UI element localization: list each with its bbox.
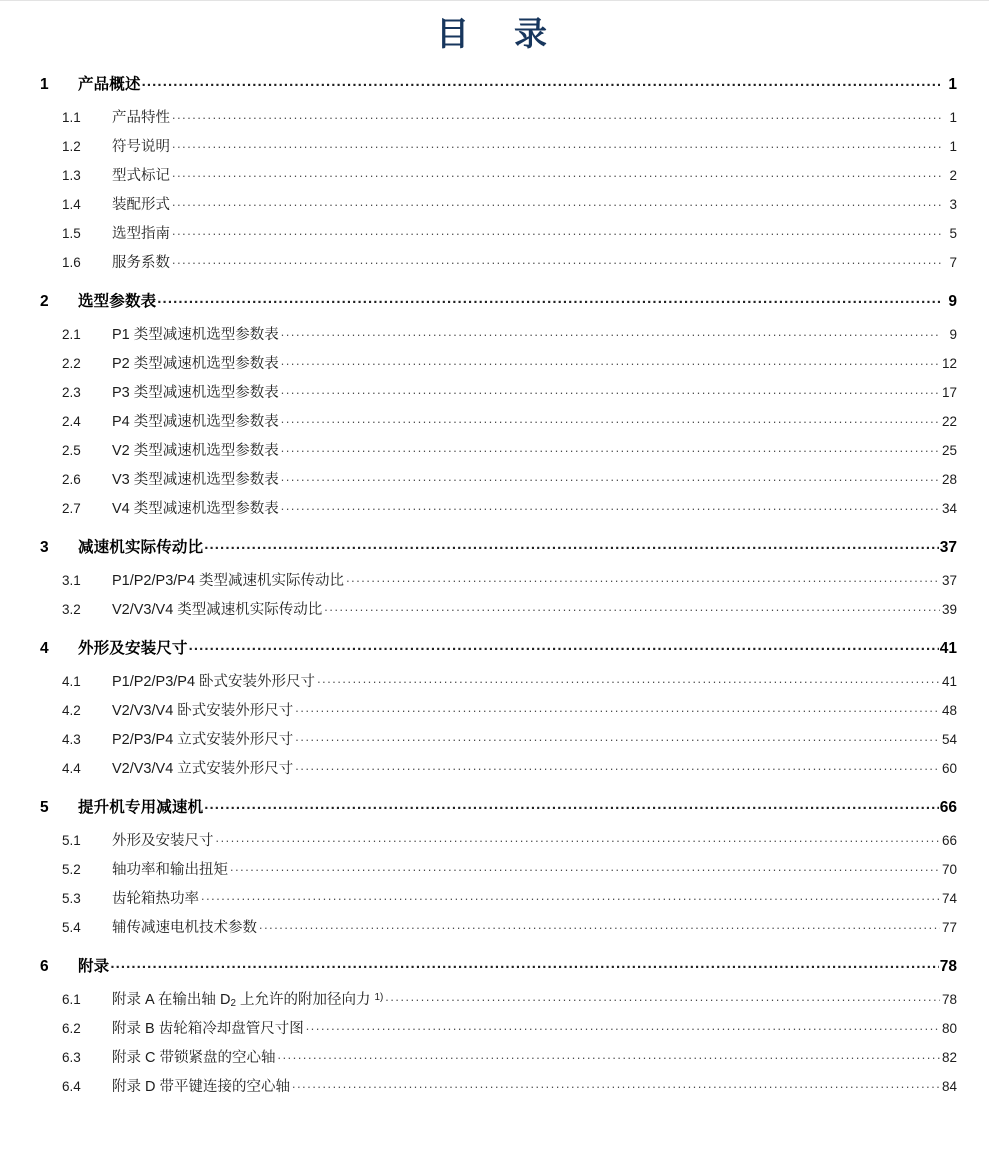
toc-leader-dots <box>259 918 940 932</box>
toc-entry-label: P1/P2/P3/P4 类型减速机实际传动比 <box>112 573 345 589</box>
toc-entry-number: 1.2 <box>62 139 81 154</box>
toc-entry-number: 2.3 <box>62 385 81 400</box>
toc-leader-dots <box>172 253 941 267</box>
toc-entry-5[interactable] <box>0 795 989 825</box>
toc-leader-dots <box>172 108 941 122</box>
toc-entry-number: 1.4 <box>62 197 81 212</box>
toc-entry-label: 选型指南 <box>112 226 170 242</box>
toc-leader-dots <box>295 701 940 715</box>
toc-leader-dots <box>317 672 940 686</box>
toc-entry-2-1[interactable] <box>0 323 989 352</box>
toc-entry-number: 5.1 <box>62 833 81 848</box>
toc-entry-number: 6.2 <box>62 1021 81 1036</box>
toc-entry-number: 5.2 <box>62 862 81 877</box>
toc-page-number: 37 <box>939 539 957 556</box>
toc-entry-label: 轴功率和输出扭矩 <box>112 862 228 878</box>
toc-leader-dots <box>346 571 940 585</box>
toc-page-number: 28 <box>941 472 957 487</box>
toc-page-number: 3 <box>949 197 957 212</box>
toc-page-number: 66 <box>939 799 957 816</box>
toc-entry-label: 辅传减速电机技术参数 <box>112 920 257 936</box>
toc-page-number: 77 <box>941 920 957 935</box>
toc-entry-4-1[interactable] <box>0 670 989 699</box>
toc-leader-dots <box>157 290 940 307</box>
toc-entry-2-6[interactable] <box>0 468 989 497</box>
toc-entry-label: P1/P2/P3/P4 卧式安装外形尺寸 <box>112 674 316 690</box>
toc-entry-1-3[interactable] <box>0 164 989 193</box>
toc-leader-dots <box>172 224 941 238</box>
toc-entry-number: 4.2 <box>62 703 81 718</box>
toc-entry-number: 1.6 <box>62 255 81 270</box>
toc-entry-number: 1.3 <box>62 168 81 183</box>
toc-leader-dots <box>281 441 940 455</box>
toc-entry-label: V2/V3/V4 类型减速机实际传动比 <box>112 602 323 618</box>
toc-entry-number: 3 <box>40 539 49 556</box>
toc-entry-number: 5 <box>40 799 49 816</box>
toc-entry-label: 附录 A 在输出轴 $D_2$ 上允许的附加径向力 $^{1)}$ <box>112 991 384 1010</box>
toc-entry-number: 4 <box>40 640 49 657</box>
toc-leader-dots <box>281 383 940 397</box>
toc-entry-5-2[interactable] <box>0 858 989 887</box>
toc-page-number: 48 <box>941 703 957 718</box>
toc-entry-number: 5.3 <box>62 891 81 906</box>
toc-entry-label: P3 类型减速机选型参数表 <box>112 385 279 401</box>
toc-entry-number: 2.2 <box>62 356 81 371</box>
toc-leader-dots <box>189 637 939 654</box>
toc-entry-label: P1 类型减速机选型参数表 <box>112 327 279 343</box>
toc-page-number: 1 <box>949 139 957 154</box>
toc-entry-number: 3.1 <box>62 573 81 588</box>
toc-page-number: 66 <box>941 833 957 848</box>
toc-entry-label: 型式标记 <box>112 168 170 184</box>
toc-entry-label: 装配形式 <box>112 197 170 213</box>
toc-leader-dots <box>204 536 939 553</box>
toc-entry-label: 符号说明 <box>112 139 170 155</box>
toc-leader-dots <box>142 73 940 90</box>
toc-entry-number: 1.1 <box>62 110 81 125</box>
toc-entry-label: 服务系数 <box>112 255 170 271</box>
toc-entry-5-4[interactable] <box>0 916 989 945</box>
toc-page-number: 41 <box>939 640 957 657</box>
toc-page-number: 1 <box>948 76 957 93</box>
toc-entry-3-1[interactable] <box>0 569 989 598</box>
toc-entry-4[interactable] <box>0 636 989 666</box>
toc-entry-label: 产品特性 <box>112 110 170 126</box>
toc-entry-1-6[interactable] <box>0 251 989 280</box>
toc-leader-dots <box>172 195 941 209</box>
toc-page-number: 70 <box>941 862 957 877</box>
toc-page-number: 7 <box>949 255 957 270</box>
toc-entry-4-4[interactable] <box>0 757 989 786</box>
toc-page-number: 80 <box>941 1021 957 1036</box>
toc-entry-number: 1.5 <box>62 226 81 241</box>
toc-entry-1-1[interactable] <box>0 106 989 135</box>
toc-entry-1-5[interactable] <box>0 222 989 251</box>
toc-entry-label: V2/V3/V4 卧式安装外形尺寸 <box>112 703 294 719</box>
toc-page-number: 39 <box>941 602 957 617</box>
toc-entry-label: 附录 B 齿轮箱冷却盘管尺寸图 <box>112 1021 304 1037</box>
toc-leader-dots <box>295 759 940 773</box>
toc-entry-label: V2 类型减速机选型参数表 <box>112 443 279 459</box>
toc-entry-label: P2 类型减速机选型参数表 <box>112 356 279 372</box>
toc-leader-dots <box>292 1077 940 1091</box>
toc-entry-6-2[interactable] <box>0 1017 989 1046</box>
toc-leader-dots <box>172 166 941 180</box>
toc-entry-number: 5.4 <box>62 920 81 935</box>
toc-page-number: 22 <box>941 414 957 429</box>
toc-page-number: 41 <box>941 674 957 689</box>
toc-entry-number: 2.1 <box>62 327 81 342</box>
toc-page-number: 78 <box>941 992 957 1007</box>
toc-entry-5-3[interactable] <box>0 887 989 916</box>
toc-entry-label: 附录 C 带锁紧盘的空心轴 <box>112 1050 276 1066</box>
toc-entry-1-2[interactable] <box>0 135 989 164</box>
toc-page-number: 54 <box>941 732 957 747</box>
toc-leader-dots <box>281 499 940 513</box>
toc-entry-label: V2/V3/V4 立式安装外形尺寸 <box>112 761 294 777</box>
toc-entry-6-1[interactable] <box>0 988 989 1017</box>
page-title: 目 录 <box>436 14 553 53</box>
toc-leader-dots <box>281 470 940 484</box>
toc-entry-label: 外形及安装尺寸 <box>112 833 214 849</box>
toc-entry-2-2[interactable] <box>0 352 989 381</box>
toc-page-number: 78 <box>939 958 957 975</box>
toc-entry-6-3[interactable] <box>0 1046 989 1075</box>
toc-entry-label: V4 类型减速机选型参数表 <box>112 501 279 517</box>
toc-entry-4-2[interactable] <box>0 699 989 728</box>
toc-entry-label: P4 类型减速机选型参数表 <box>112 414 279 430</box>
toc-leader-dots <box>385 990 940 1004</box>
toc-entry-number: 6.1 <box>62 992 81 1007</box>
toc-entry-2-3[interactable] <box>0 381 989 410</box>
toc-page-number: 9 <box>948 293 957 310</box>
toc-entry-label: 齿轮箱热功率 <box>112 891 199 907</box>
toc-entry-number: 2 <box>40 293 49 310</box>
toc-entry-number: 6.3 <box>62 1050 81 1065</box>
toc-entry-1[interactable] <box>0 72 989 102</box>
toc-entry-number: 2.4 <box>62 414 81 429</box>
toc-page-number: 74 <box>941 891 957 906</box>
toc-entry-label: 减速机实际传动比 <box>78 539 204 556</box>
toc-entry-number: 4.4 <box>62 761 81 776</box>
toc-page-number: 9 <box>949 327 957 342</box>
toc-leader-dots <box>324 600 940 614</box>
toc-leader-dots <box>216 831 940 845</box>
toc-entry-number: 4.3 <box>62 732 81 747</box>
toc-entry-2-5[interactable] <box>0 439 989 468</box>
toc-page-number: 1 <box>949 110 957 125</box>
toc-entry-label: 外形及安装尺寸 <box>78 640 188 657</box>
toc-entry-number: 2.5 <box>62 443 81 458</box>
toc-entry-number: 4.1 <box>62 674 81 689</box>
toc-entry-label: 附录 D 带平键连接的空心轴 <box>112 1079 291 1095</box>
toc-page-number: 34 <box>941 501 957 516</box>
toc-leader-dots <box>172 137 941 151</box>
toc-entry-label: 附录 <box>78 958 110 975</box>
toc-page-number: 60 <box>941 761 957 776</box>
toc-entry-number: 1 <box>40 76 49 93</box>
toc-page-number: 37 <box>941 573 957 588</box>
toc-entry-6-4[interactable] <box>0 1075 989 1104</box>
toc-leader-dots <box>295 730 940 744</box>
toc-entry-number: 3.2 <box>62 602 81 617</box>
toc-leader-dots <box>281 412 940 426</box>
toc-entry-label: 产品概述 <box>78 76 141 93</box>
toc-entry-6[interactable] <box>0 954 989 984</box>
toc-entry-number: 6 <box>40 958 49 975</box>
toc-leader-dots <box>201 889 940 903</box>
toc-entry-5-1[interactable] <box>0 829 989 858</box>
toc-entry-label: V3 类型减速机选型参数表 <box>112 472 279 488</box>
toc-page-number: 25 <box>941 443 957 458</box>
toc-entry-label: 选型参数表 <box>78 293 157 310</box>
toc-page-number: 2 <box>949 168 957 183</box>
toc-page-number: 82 <box>941 1050 957 1065</box>
toc-entry-1-4[interactable] <box>0 193 989 222</box>
toc-entry-4-3[interactable] <box>0 728 989 757</box>
toc-entry-2[interactable] <box>0 289 989 319</box>
toc-entry-number: 2.6 <box>62 472 81 487</box>
toc-leader-dots <box>204 796 939 813</box>
toc-page-number: 17 <box>941 385 957 400</box>
toc-page-number: 84 <box>941 1079 957 1094</box>
toc-page-number: 12 <box>941 356 957 371</box>
toc-leader-dots <box>278 1048 940 1062</box>
toc-entry-number: 6.4 <box>62 1079 81 1094</box>
toc-entry-3[interactable] <box>0 535 989 565</box>
toc-entry-label: P2/P3/P4 立式安装外形尺寸 <box>112 732 294 748</box>
toc-leader-dots <box>110 955 938 972</box>
toc-entry-label: 提升机专用减速机 <box>78 799 204 816</box>
toc-leader-dots <box>306 1019 940 1033</box>
toc-page-number: 5 <box>949 226 957 241</box>
page-top-rule <box>0 0 989 1</box>
toc-leader-dots <box>281 354 940 368</box>
toc-entry-3-2[interactable] <box>0 598 989 627</box>
toc-leader-dots <box>281 325 941 339</box>
toc-entry-2-7[interactable] <box>0 497 989 526</box>
toc-entry-2-4[interactable] <box>0 410 989 439</box>
toc-entry-number: 2.7 <box>62 501 81 516</box>
table-of-contents <box>0 72 989 1104</box>
toc-leader-dots <box>230 860 940 874</box>
